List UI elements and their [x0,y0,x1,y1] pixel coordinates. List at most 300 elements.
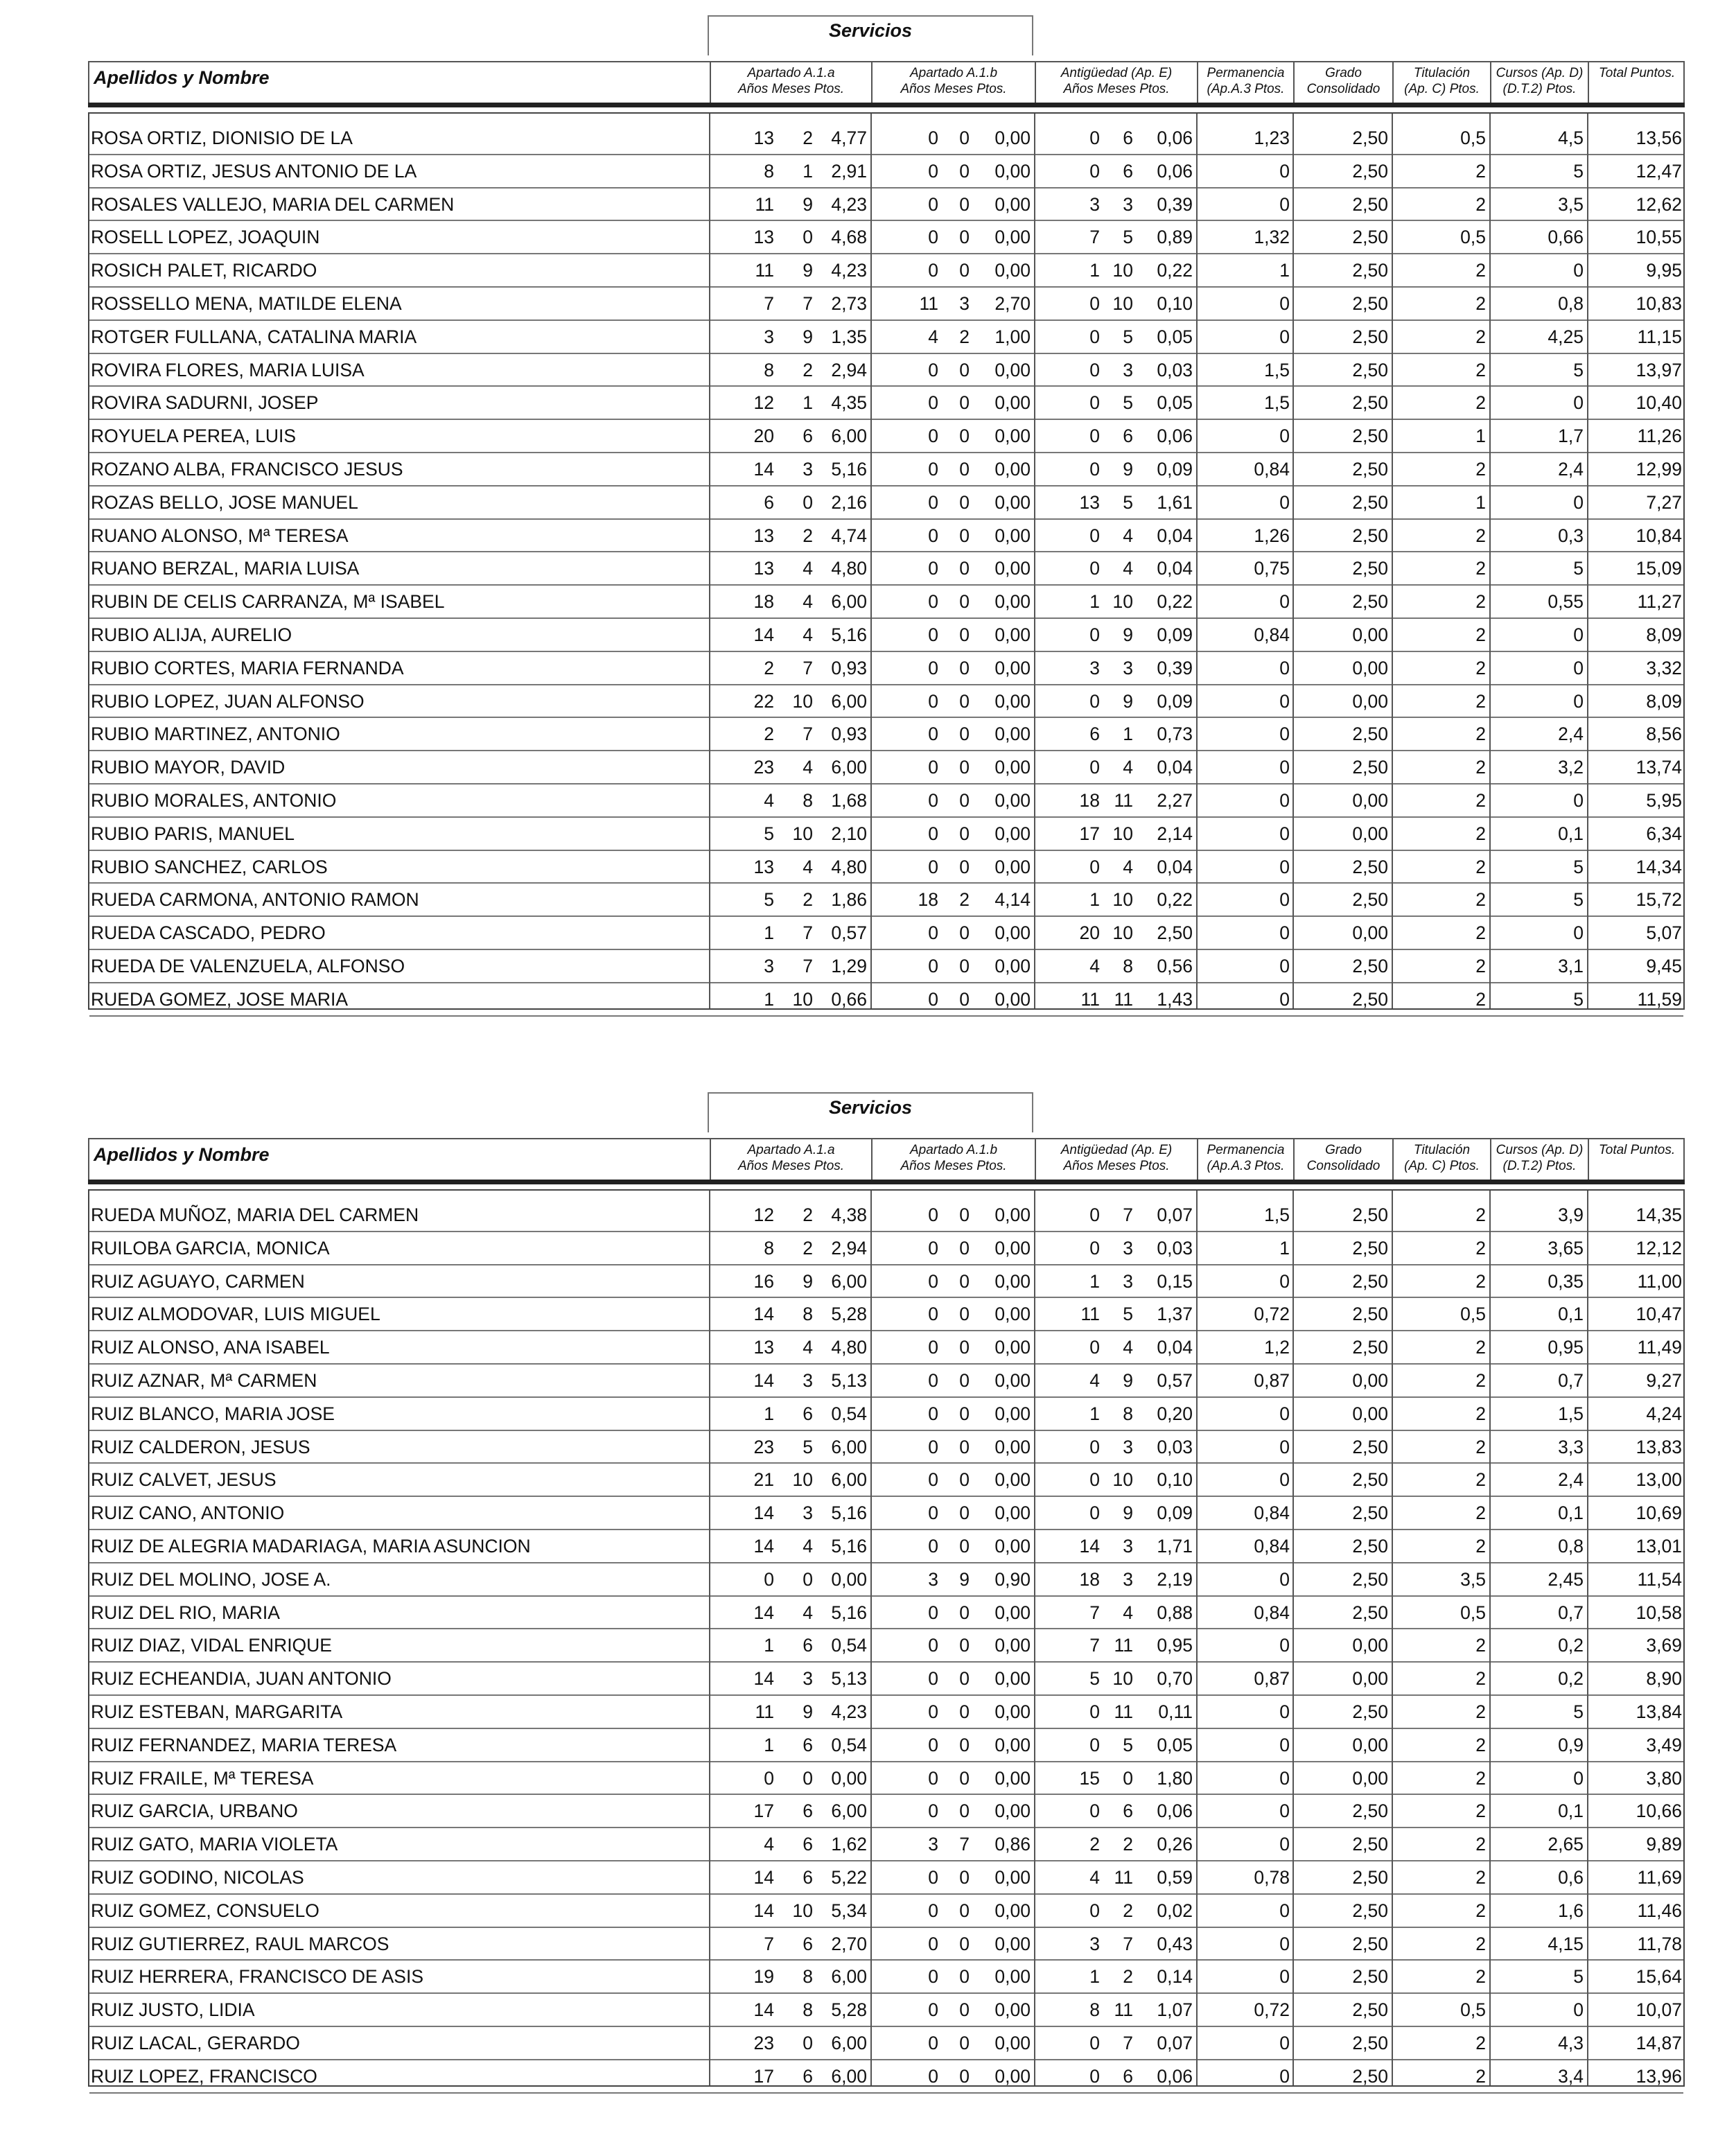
cell-value: 9 [1123,690,1133,712]
cell-value: 8 [764,1237,774,1259]
cell-value: 0 [1279,1933,1290,1954]
cell-value: 9 [959,1568,970,1590]
cell-value: 1,07 [1157,1999,1193,2021]
cell-value: 0 [1279,1568,1290,1590]
cell-value: 1 [1089,591,1100,613]
cell-value: 5,28 [831,1304,867,1325]
cell-value: 0,06 [1157,2065,1193,2087]
cell-value: 5 [764,889,774,911]
cell-value: 18 [1079,789,1100,811]
employee-name: RUBIO SANCHEZ, CARLOS [91,856,328,877]
cell-value: 2 [1475,1436,1486,1457]
cell-value: 2,14 [1157,823,1193,844]
cell-value: 0 [928,1403,938,1424]
header-divider [88,103,1685,107]
cell-value: 1 [1089,260,1100,281]
cell-value: 0 [959,657,970,678]
cell-value: 3 [1123,1568,1133,1590]
cell-value: 0,54 [831,1403,867,1424]
cell-value: 2,19 [1157,1568,1193,1590]
table-row [89,619,1683,652]
cell-value: 0 [1089,392,1100,414]
cell-value: 13,97 [1636,359,1682,380]
table-row [89,487,1683,520]
cell-value: 2,70 [994,292,1031,314]
cell-value: 0 [959,1933,970,1954]
cell-value: 2,50 [1352,392,1388,414]
table-row [89,1928,1683,1961]
cell-value: 23 [753,2032,774,2053]
table-row [89,453,1683,487]
cell-value: 10,66 [1636,1800,1682,1822]
employee-name: RUIZ AGUAYO, CARMEN [91,1270,305,1292]
cell-value: 0 [959,591,970,613]
cell-value: 0 [1279,591,1290,613]
cell-value: 2 [1475,1337,1486,1358]
cell-value: 18 [1079,1568,1100,1590]
cell-value: 9 [803,326,813,347]
cell-value: 0,00 [994,392,1031,414]
cell-value: 2,50 [1352,426,1388,447]
cell-value: 4,35 [831,392,867,414]
cell-value: 0 [1573,789,1584,811]
cell-value: 6,00 [831,1800,867,1822]
cell-value: 4 [1123,757,1133,778]
cell-value: 0,9 [1558,1734,1584,1755]
cell-value: 0 [928,624,938,645]
column-divider [709,114,710,1008]
cell-value: 0 [1279,2032,1290,2053]
employee-name: RUIZ JUSTO, LIDIA [91,1999,255,2021]
cell-value: 0 [1089,690,1100,712]
cell-value: 3 [1123,657,1133,678]
cell-value: 2,50 [1352,2032,1388,2053]
cell-value: 2,50 [1352,260,1388,281]
employee-name: RUIZ GARCIA, URBANO [91,1800,298,1822]
cell-value: 3 [803,1668,813,1690]
perm-column-header [1197,1139,1293,1181]
cell-value: 6 [764,491,774,513]
cell-value: 0 [959,160,970,182]
cell-value: 0 [1089,359,1100,380]
cell-value: 11 [755,260,774,281]
cell-value: 0,00 [994,2032,1031,2053]
cell-value: 10 [1112,889,1133,911]
cell-value: 0 [1279,193,1290,215]
cell-value: 2 [1089,1834,1100,1855]
cell-value: 0 [928,988,938,1010]
cell-value: 1 [1089,889,1100,911]
cell-value: 2 [1475,955,1486,976]
cell-value: 0 [1279,657,1290,678]
cell-value: 2 [1475,2065,1486,2087]
cell-value: 0,09 [1157,1502,1193,1524]
cell-value: 2 [1475,1966,1486,1988]
cell-value: 6,00 [831,1966,867,1988]
cell-value: 0 [959,491,970,513]
cell-value: 2,50 [1352,359,1388,380]
cell-value: 0 [1089,458,1100,480]
cell-value: 0 [1573,260,1584,281]
table-row [89,1597,1683,1630]
table-row [89,1464,1683,1497]
cell-value: 14 [753,1668,774,1690]
cell-value: 4,38 [831,1204,867,1225]
employee-name: ROZAS BELLO, JOSE MANUEL [91,491,358,513]
cell-value: 1 [1089,1966,1100,1988]
cell-value: 2 [1475,292,1486,314]
employee-name: RUEDA DE VALENZUELA, ALFONSO [91,955,405,976]
cell-value: 1 [1089,1403,1100,1424]
cell-value: 0,84 [1254,1602,1290,1623]
cell-value: 8 [803,1999,813,2021]
cell-value: 0,00 [994,1635,1031,1656]
cell-value: 8 [764,359,774,380]
cell-value: 1,23 [1254,128,1290,148]
cell-value: 0,87 [1254,1369,1290,1391]
cell-value: 0 [1089,856,1100,877]
a1a-header-line1: Apartado A.1.a [747,66,835,80]
cell-value: 4 [803,1602,813,1623]
cell-value: 3 [764,326,774,347]
employee-name: RUIZ DEL RIO, MARIA [91,1602,280,1623]
cell-value: 2,4 [1558,1469,1584,1491]
total-header-label: Total Puntos. [1598,1143,1676,1157]
cell-value: 0 [1089,525,1100,546]
cell-value: 0 [928,558,938,579]
cell-value: 10 [1112,1469,1133,1491]
cell-value: 2,50 [1352,1933,1388,1954]
cell-value: 0 [928,690,938,712]
a1b-column-header [871,62,1035,104]
cell-value: 10 [792,1900,813,1921]
cell-value: 0,04 [1157,856,1193,877]
cell-value: 0,06 [1157,1800,1193,1822]
cell-value: 10,40 [1636,392,1682,414]
cell-value: 11,00 [1637,1270,1682,1292]
cell-value: 0,5 [1460,227,1486,248]
cell-value: 2 [1475,1834,1486,1855]
cell-value: 2,50 [1352,1502,1388,1524]
cell-value: 7 [959,1834,970,1855]
ant-column-header [1035,62,1197,104]
cell-value: 2,50 [1352,757,1388,778]
cell-value: 0 [803,1568,813,1590]
cell-value: 0 [959,922,970,944]
cell-value: 0,00 [994,1900,1031,1921]
cell-value: 2 [1475,558,1486,579]
table-row [89,1199,1683,1232]
cell-value: 13 [753,227,774,248]
cell-value: 0 [1089,1469,1100,1491]
cell-value: 2 [1475,160,1486,182]
cell-value: 13 [753,525,774,546]
employee-name: RUIZ DEL MOLINO, JOSE A. [91,1568,331,1590]
cell-value: 0 [1089,1734,1100,1755]
ant-header-line2: Años Meses Ptos. [1063,82,1170,96]
cell-value: 0 [959,1734,970,1755]
cell-value: 2,94 [831,1237,867,1259]
table-row [89,1298,1683,1331]
table-row [89,685,1683,719]
column-divider [1489,1191,1491,2085]
cell-value: 0 [928,789,938,811]
cell-value: 0 [1279,823,1290,844]
ant-header-line1: Antigüedad (Ap. E) [1060,66,1173,80]
cell-value: 2 [1475,856,1486,877]
cell-value: 6 [803,1800,813,1822]
cell-value: 0,00 [1352,1767,1388,1789]
cell-value: 4,23 [831,260,867,281]
cell-value: 5 [1573,1701,1584,1722]
table-row [89,155,1683,189]
cell-value: 0,8 [1558,292,1584,314]
cell-value: 0,06 [1157,160,1193,182]
perm-column-header [1197,62,1293,104]
column-divider [1034,114,1035,1008]
cell-value: 2 [1475,326,1486,347]
cell-value: 0,2 [1558,1668,1584,1690]
cell-value: 0,11 [1158,1701,1193,1722]
cell-value: 2,50 [1352,724,1388,745]
a1a-column-header [710,1139,871,1181]
cell-value: 0,84 [1254,624,1290,645]
cell-value: 0,72 [1254,1999,1290,2021]
cell-value: 3 [803,1502,813,1524]
cell-value: 0 [959,789,970,811]
employee-name: RUBIO ALIJA, AURELIO [91,624,292,645]
cell-value: 0 [1279,160,1290,182]
cell-value: 6,00 [831,690,867,712]
cell-value: 0,00 [994,1602,1031,1623]
employee-name: RUIZ AZNAR, Mª CARMEN [91,1369,317,1391]
cell-value: 0 [928,458,938,480]
cell-value: 3 [1123,359,1133,380]
cell-value: 14,34 [1636,856,1682,877]
cell-value: 0 [928,1734,938,1755]
cell-value: 0,00 [994,789,1031,811]
cell-value: 9,27 [1646,1369,1682,1391]
cell-value: 4,74 [831,525,867,546]
cell-value: 4,24 [1646,1403,1682,1424]
cell-value: 2 [803,359,813,380]
cell-value: 0 [1279,1834,1290,1855]
table-row [89,751,1683,785]
cell-value: 11 [1114,1635,1133,1656]
table-row [89,1961,1683,1994]
column-divider [1292,114,1294,1008]
cell-value: 0 [928,1337,938,1358]
cell-value: 0 [928,856,938,877]
total-column-header [1588,1139,1685,1181]
employee-name: RUANO BERZAL, MARIA LUISA [91,558,360,579]
cell-value: 0 [803,491,813,513]
cell-value: 0,39 [1157,193,1193,215]
table-row [89,122,1683,155]
cell-value: 0 [959,1436,970,1457]
cell-value: 10 [792,1469,813,1491]
cell-value: 2 [1475,525,1486,546]
cell-value: 0 [928,955,938,976]
cell-value: 11,15 [1637,326,1682,347]
cell-value: 0 [959,1602,970,1623]
cell-value: 0 [928,1502,938,1524]
cell-value: 2 [1475,1469,1486,1491]
cell-value: 0,00 [994,1403,1031,1424]
cell-value: 0 [1279,1767,1290,1789]
cell-value: 5 [803,1436,813,1457]
cell-value: 2 [1475,1204,1486,1225]
cell-value: 5,28 [831,1999,867,2021]
cell-value: 11 [1114,1866,1133,1888]
cell-value: 2,50 [1352,227,1388,248]
cell-value: 18 [918,889,938,911]
cell-value: 10,47 [1636,1304,1682,1325]
cursos-header-line1: Cursos (Ap. D) [1496,1143,1584,1157]
cursos-header-line2: (D.T.2) Ptos. [1502,82,1577,96]
employee-name: RUBIO MORALES, ANTONIO [91,789,337,811]
cell-value: 4,15 [1548,1933,1584,1954]
cell-value: 0 [959,1701,970,1722]
cell-value: 9 [1123,1502,1133,1524]
cell-value: 0 [928,1635,938,1656]
cell-value: 4 [928,326,938,347]
cell-value: 4 [1123,856,1133,877]
cell-value: 7 [1089,227,1100,248]
cell-value: 5 [1573,988,1584,1010]
cell-value: 0 [928,724,938,745]
table-row [89,1762,1683,1796]
cell-value: 0,00 [994,1933,1031,1954]
a1b-header-line1: Apartado A.1.b [909,1143,998,1157]
cell-value: 2 [1123,1966,1133,1988]
cell-value: 11 [919,292,938,314]
cell-value: 0,10 [1157,1469,1193,1491]
cell-value: 0 [928,757,938,778]
cell-value: 0 [1089,128,1100,148]
cell-value: 4 [1123,558,1133,579]
cell-value: 0 [928,1535,938,1557]
cell-value: 0 [1279,1701,1290,1722]
cell-value: 11 [755,1701,774,1722]
cell-value: 2 [1475,458,1486,480]
cell-value: 0 [1279,1635,1290,1656]
cell-value: 0,00 [1352,624,1388,645]
cell-value: 0 [1279,789,1290,811]
employee-name: RUIZ FRAILE, Mª TERESA [91,1767,314,1789]
cell-value: 12,99 [1636,458,1682,480]
cell-value: 0,57 [1157,1369,1193,1391]
employee-name: ROVIRA FLORES, MARIA LUISA [91,359,365,380]
cell-value: 0 [1279,955,1290,976]
cell-value: 6 [803,426,813,447]
cell-value: 0 [959,1403,970,1424]
grado-header-line2: Consolidado [1306,1159,1380,1173]
employee-name: RUIZ DIAZ, VIDAL ENRIQUE [91,1635,332,1656]
cell-value: 2 [1475,789,1486,811]
cell-value: 15,64 [1636,1966,1682,1988]
cell-value: 5,16 [831,1535,867,1557]
cell-value: 0,00 [994,1535,1031,1557]
cell-value: 2,50 [1352,458,1388,480]
cell-value: 10,07 [1636,1999,1682,2021]
cell-value: 0,09 [1157,624,1193,645]
cell-value: 13 [753,128,774,148]
cell-value: 6 [803,1734,813,1755]
cell-value: 1 [764,1635,774,1656]
employee-name: RUEDA CARMONA, ANTONIO RAMON [91,889,419,911]
cell-value: 0 [959,128,970,148]
tit-header-line1: Titulación [1413,1143,1471,1157]
cell-value: 3 [1123,193,1133,215]
cell-value: 13 [753,1337,774,1358]
cell-value: 6,00 [831,1270,867,1292]
cell-value: 0,00 [994,525,1031,546]
cell-value: 2 [1475,757,1486,778]
cell-value: 3 [1123,1237,1133,1259]
cell-value: 2,50 [1352,988,1388,1010]
cell-value: 1,37 [1157,1304,1193,1325]
table-row [89,983,1683,1017]
employee-name: RUIZ DE ALEGRIA MADARIAGA, MARIA ASUNCION [91,1535,531,1557]
cell-value: 0,00 [1352,922,1388,944]
cell-value: 0 [1279,2065,1290,2087]
cell-value: 0,00 [994,227,1031,248]
cell-value: 4 [803,591,813,613]
cell-value: 5 [1123,1734,1133,1755]
table-row [89,2060,1683,2094]
cell-value: 7 [1123,1204,1133,1225]
cell-value: 3 [803,458,813,480]
cell-value: 4 [803,856,813,877]
employee-name: RUIZ CALDERON, JESUS [91,1436,310,1457]
cell-value: 13,84 [1636,1701,1682,1722]
cell-value: 0,84 [1254,1502,1290,1524]
cell-value: 23 [753,1436,774,1457]
table-row [89,1629,1683,1663]
cell-value: 4,5 [1558,128,1584,148]
cell-value: 18 [753,591,774,613]
column-divider [1292,1191,1294,2085]
table-row [89,354,1683,387]
cell-value: 2 [959,326,970,347]
cell-value: 0 [959,823,970,844]
cell-value: 0 [928,823,938,844]
cell-value: 0 [959,426,970,447]
cell-value: 6,00 [831,2065,867,2087]
cell-value: 2 [803,1237,813,1259]
cell-value: 0,03 [1157,1237,1193,1259]
cell-value: 0,66 [831,988,867,1010]
employee-name: RUEDA GOMEZ, JOSE MARIA [91,988,349,1010]
cell-value: 6 [803,1933,813,1954]
cell-value: 3 [1089,1933,1100,1954]
cell-value: 10,84 [1636,525,1682,546]
cell-value: 5 [1123,392,1133,414]
table-row [89,884,1683,917]
cell-value: 0,00 [994,1304,1031,1325]
cell-value: 14 [753,1369,774,1391]
cell-value: 0,00 [994,426,1031,447]
cell-value: 5,16 [831,624,867,645]
cell-value: 0,75 [1254,558,1290,579]
perm-header-line1: Permanencia [1207,1143,1285,1157]
cell-value: 2,50 [1352,558,1388,579]
cell-value: 6,00 [831,2032,867,2053]
cell-value: 1,7 [1558,426,1584,447]
cell-value: 0 [928,426,938,447]
cell-value: 10 [792,988,813,1010]
